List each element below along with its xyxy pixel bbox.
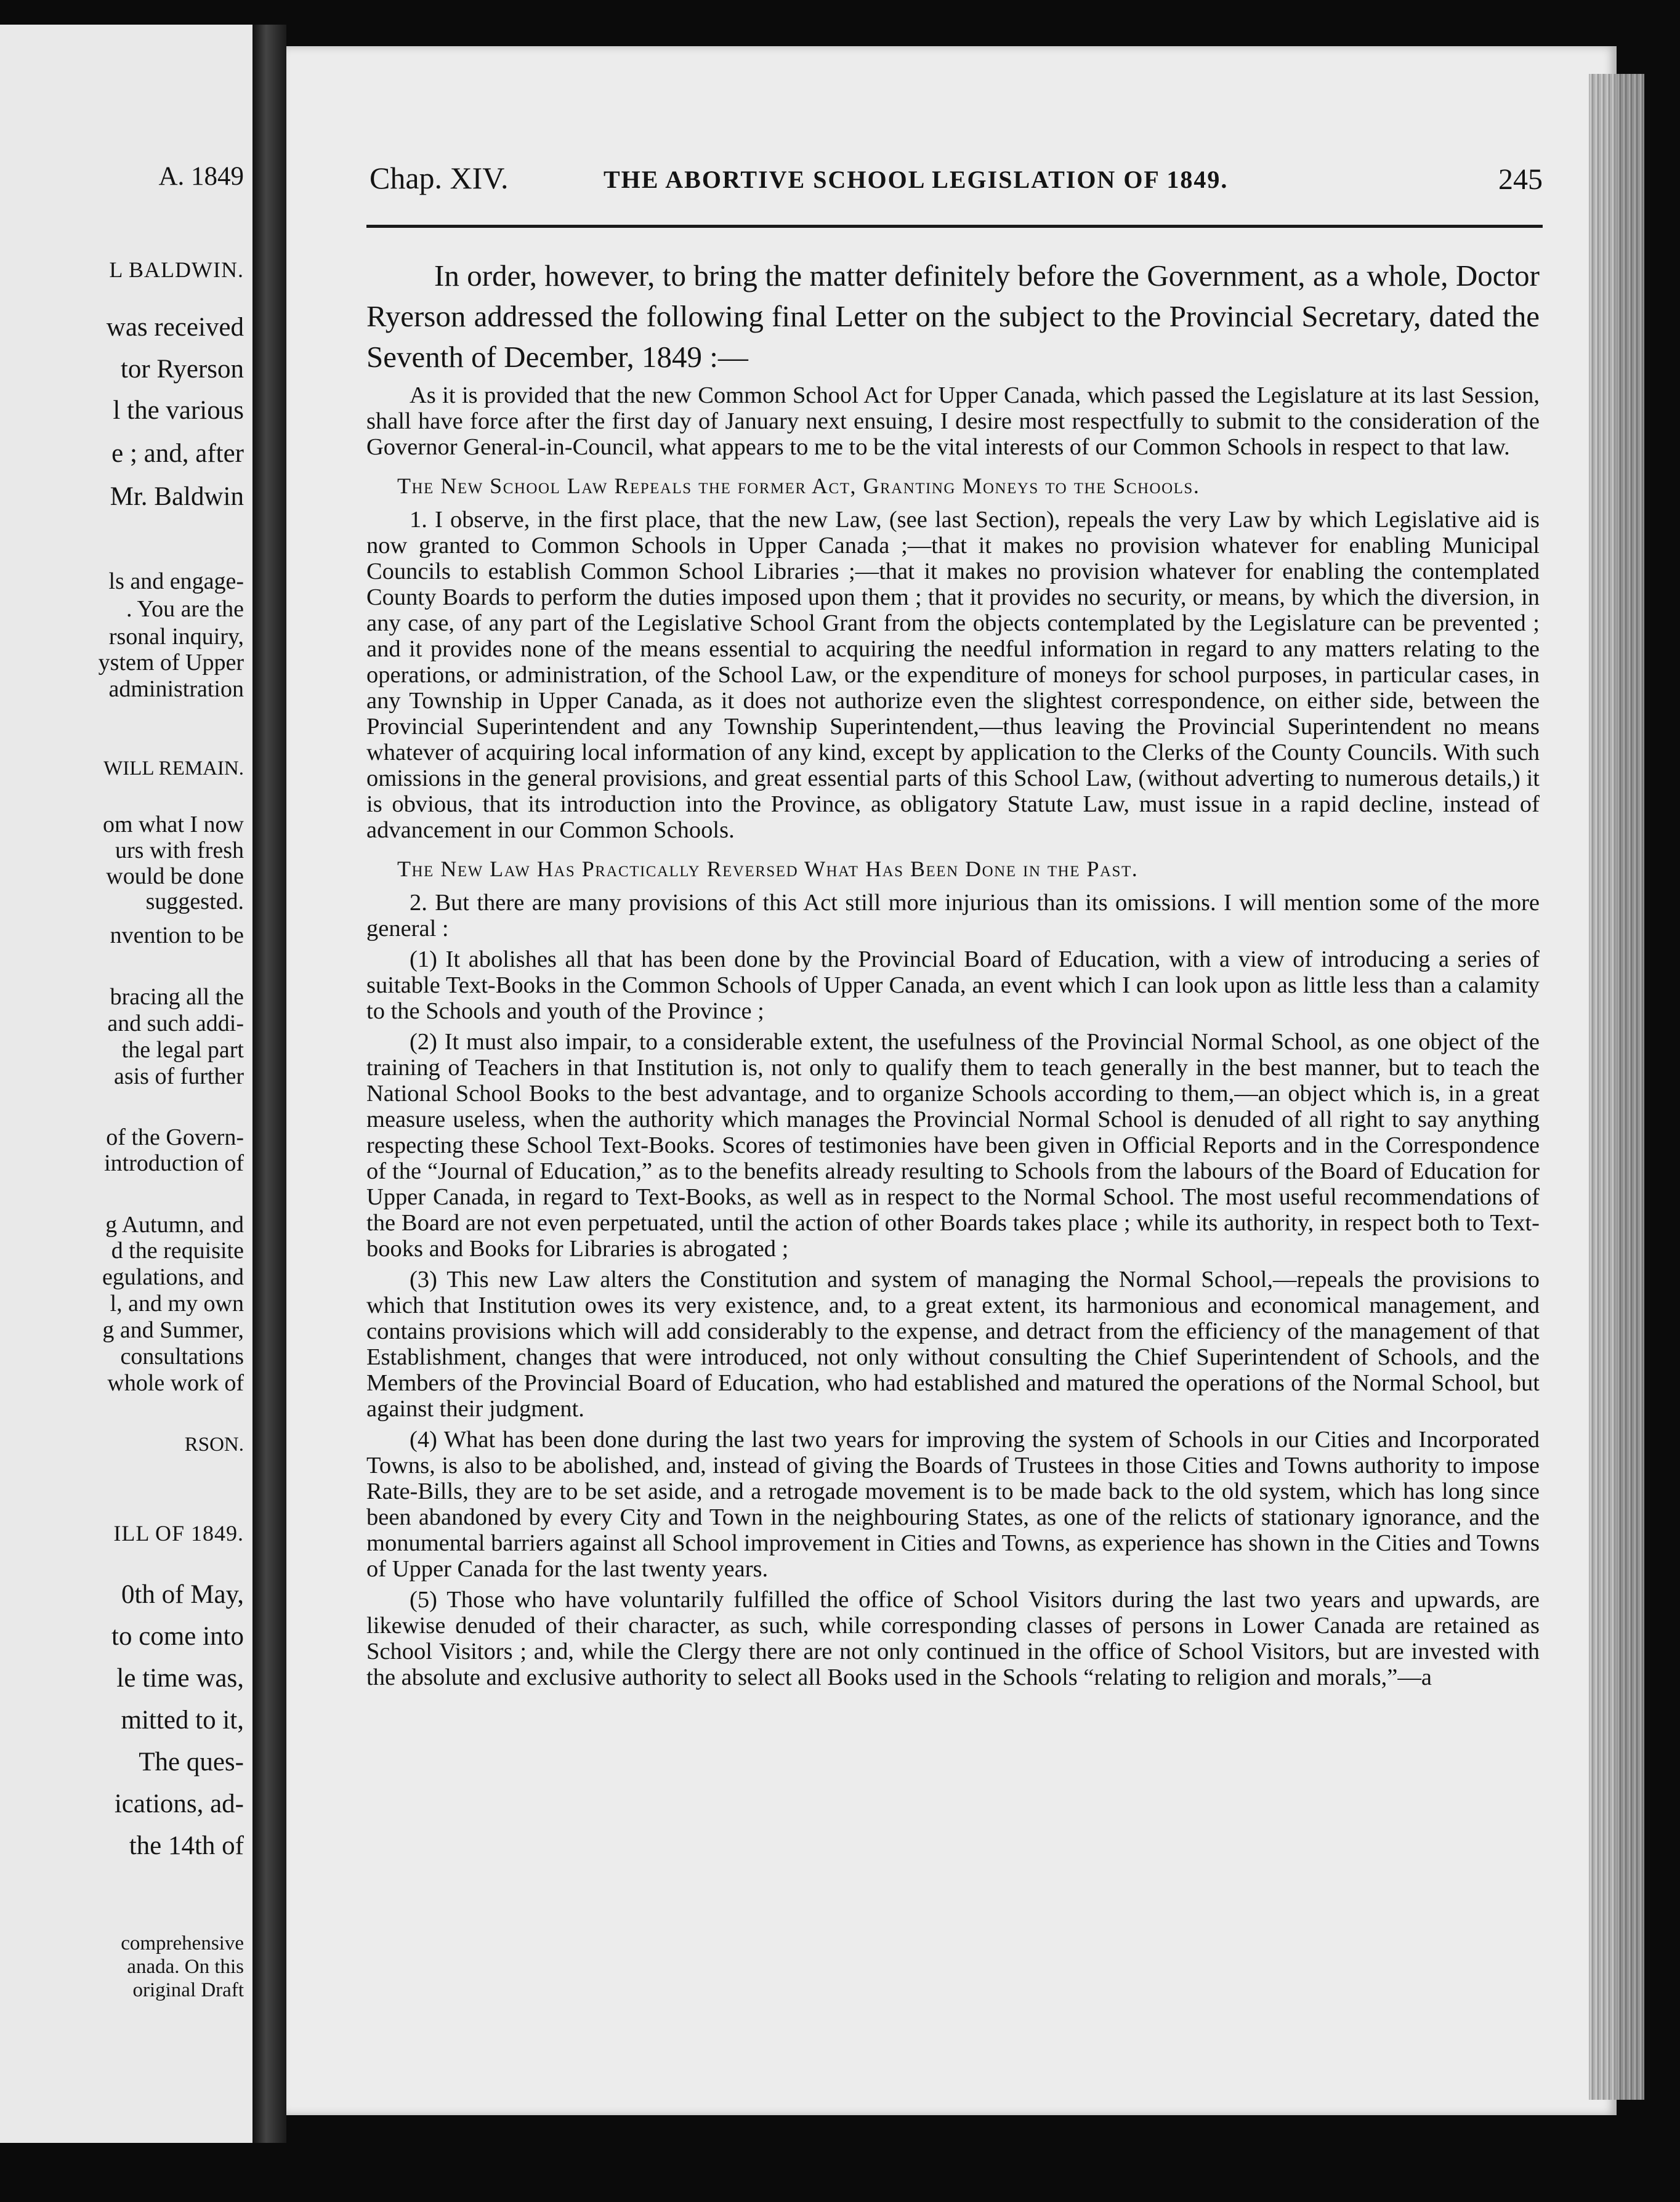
facing-page-line: g and Summer, bbox=[102, 1317, 244, 1343]
facing-page-line: and such addi- bbox=[107, 1010, 244, 1036]
facing-page-line: administration bbox=[108, 676, 244, 702]
facing-page-line: ystem of Upper bbox=[98, 650, 244, 676]
facing-page-line: consultations bbox=[120, 1344, 244, 1369]
facing-page-line: was received bbox=[106, 313, 244, 342]
facing-page-line: asis of further bbox=[113, 1063, 244, 1089]
paragraph-1: 1. I observe, in the first place, that the new Law, (see last Section), repeals the very Law by which Legislative aid is now granted to Common Schools in Upper Canada ;—that it makes no provision whatever for enabling Municipal Councils to establish Common School Libraries ;—that it makes no provision whatever for enabling the contemplated County Boards to perform the duties imposed upon them ; that it provides no security, or means, by which the diversion, in any case, of any part of the Legislative School Grant from the objects contemplated by the Legislature can be prevented ; and it provides none of the means essential to acquiring the needful information in regard to any matters relating to the operations, or administration, of the School Law, or the expenditure of moneys for school purposes, in particular cases, in any Township in Upper Canada, as it does not authorize even the slightest correspondence, on either side, between the Provincial Superintendent and any Township Superintendent,—thus leaving the Provincial Superintendent no means whatever of acquiring local information of any kind, except by application to the Clerks of the County Councils. With such omissions in the general provisions, and great essential parts of this School Law, (without adverting to numerous details,) it is obvious, that its introduction into the Province, as obligatory Statute Law, must issue in a rapid decline, instead of advancement in our Common Schools. bbox=[366, 507, 1540, 843]
facing-page-line: ILL OF 1849. bbox=[113, 1521, 244, 1546]
item-1: (1) It abolishes all that has been done by the Provincial Board of Education, with a view of introducing a series of suitable Text-Books in the Common Schools of Upper Canada, an event which I can look upon as little less than a calamity to the Schools and youth of the Province ; bbox=[366, 946, 1540, 1024]
facing-page-line: suggested. bbox=[145, 889, 244, 914]
facing-page-line: Mr. Baldwin bbox=[110, 482, 244, 511]
facing-page-line: e ; and, after bbox=[111, 439, 244, 468]
running-title: THE ABORTIVE SCHOOL LEGISLATION OF 1849. bbox=[604, 166, 1229, 193]
paragraph-2: 2. But there are many provisions of this Act still more injurious than its omissions. I will mention some of the more general : bbox=[366, 890, 1540, 942]
facing-page-line: . You are the bbox=[126, 596, 244, 622]
facing-page-line: g Autumn, and bbox=[105, 1212, 244, 1238]
letter-opening: As it is provided that the new Common School Act for Upper Canada, which passed the Legislature at its last Session, shall have force after the first day of January next ensuing, I desire most respectfully to submit to the consideration of the Governor General-in-Council, what appears to me to be the vital interests of our Common Schools in respect to that law. bbox=[366, 382, 1540, 460]
facing-page-line: WILL REMAIN. bbox=[103, 757, 244, 780]
facing-page-line: introduction of bbox=[104, 1150, 244, 1176]
book-gutter bbox=[252, 25, 286, 2143]
facing-page-line: le time was, bbox=[116, 1664, 244, 1693]
facing-page-line: comprehensive bbox=[121, 1932, 244, 1954]
intro-paragraph: In order, however, to bring the matter definitely before the Government, as a whole, Doctor Ryerson addressed the following final Letter on the subject to the Provincial Secretary, dated the Seventh of December, 1849 :— bbox=[366, 259, 1540, 374]
facing-page-line: l, and my own bbox=[110, 1291, 244, 1317]
facing-page-line: of the Govern- bbox=[106, 1124, 244, 1150]
facing-page-line: whole work of bbox=[107, 1370, 244, 1396]
item-5: (5) Those who have voluntarily fulfilled the office of School Visitors during the last two years and upwards, are likewise denuded of their character, as such, while corresponding classes of persons in Lower Canada are retained as School Visitors ; and, while the Clergy there are not only continued in the office of School Visitors, but are invested with the absolute and exclusive authority to select all Books used in the Schools “relating to religion and morals,”—a bbox=[366, 1587, 1540, 1690]
facing-page-line: om what I now bbox=[102, 812, 244, 837]
facing-page-line: l the various bbox=[113, 396, 244, 425]
item-2: (2) It must also impair, to a considerable extent, the usefulness of the Provincial Normal School, as one object of the training of Teachers in that Institution is, not only to qualify them to teach generally in the best manner, but to teach the National School Books to the best advantage, and to organize Schools according to them,—an object which is, in a great measure useless, when the authority which manages the Provincial Normal School is denuded of all right to say anything respecting these School Text-Books. Scores of testimonies have been given in Official Reports and in the Correspondence of the “Journal of Education,” as to the benefits already resulting to Schools from the labours of the Board of Education for Upper Canada, in regard to Text-Books, as well as in respect to the Normal School. The most useful recommendations of the Board are not even perpetuated, until the action of other Boards takes place ; while its authority, in respect both to Text-books and Books for Libraries is abrogated ; bbox=[366, 1029, 1540, 1262]
facing-page bbox=[0, 25, 252, 2143]
facing-page-line: mitted to it, bbox=[121, 1706, 244, 1735]
header-rule bbox=[366, 225, 1543, 228]
left-heading: L BALDWIN. bbox=[109, 257, 244, 282]
facing-page-line: The ques- bbox=[139, 1748, 244, 1777]
facing-page-line: rsonal inquiry, bbox=[108, 624, 244, 650]
facing-page-line: RSON. bbox=[184, 1434, 244, 1456]
page-stack-edge bbox=[1589, 74, 1644, 2100]
chapter-label: Chap. XIV. bbox=[370, 161, 509, 195]
left-header: A. 1849 bbox=[158, 162, 244, 191]
book-page bbox=[286, 46, 1617, 2115]
facing-page-line: the legal part bbox=[121, 1037, 244, 1063]
facing-page-line: ls and engage- bbox=[108, 568, 244, 594]
item-3: (3) This new Law alters the Constitution and system of managing the Normal School,—repeals the provisions to which that Institution owes its very existence, and, to a great extent, its harmonious and economical management, and contains provisions which will add considerably to the expense, and detract from the efficiency of the management of that Establishment, changes that were introduced, not only without consulting the Chief Superintendent of Schools, and the Members of the Provincial Board of Education, who had established and matured the operations of the Normal School, but against their judgment. bbox=[366, 1267, 1540, 1422]
facing-page-line: bracing all the bbox=[110, 984, 244, 1010]
facing-page-line: nvention to be bbox=[110, 922, 244, 948]
facing-page-line: egulations, and bbox=[102, 1264, 244, 1290]
page-number: 245 bbox=[1498, 163, 1543, 196]
facing-page-line: ications, ad- bbox=[114, 1789, 244, 1818]
item-4: (4) What has been done during the last two years for improving the system of Schools in our Cities and Incorporated Towns, is also to be abolished, and, instead of giving the Boards of Trustees in those Cities and Towns authority to impose Rate-Bills, they are to be set aside, and a retrogade movement is to be made back to the old system, which has long since been abandoned by every City and Town in the neighbouring States, as one of the relicts of stationary ignorance, and the monumental barriers against all School improvement in Cities and Towns, as experience has shown in the Cities and Towns of Upper Canada for the last twenty years. bbox=[366, 1427, 1540, 1582]
facing-page-line: original Draft bbox=[132, 1979, 244, 2001]
facing-page-line: 0th of May, bbox=[121, 1580, 244, 1609]
running-header bbox=[370, 160, 1543, 203]
facing-page-line: d the requisite bbox=[111, 1238, 244, 1264]
facing-page-line: would be done bbox=[106, 863, 244, 889]
section-heading-1: The New School Law Repeals the former Act, Granting Moneys to the Schools. bbox=[397, 474, 1200, 498]
section-heading-2: The New Law Has Practically Reversed What Has Been Done in the Past. bbox=[397, 857, 1139, 881]
facing-page-line: the 14th of bbox=[129, 1831, 244, 1860]
page-body bbox=[366, 256, 1540, 1690]
facing-page-line: urs with fresh bbox=[115, 837, 244, 863]
facing-page-line: to come into bbox=[111, 1622, 244, 1651]
facing-page-line: anada. On this bbox=[127, 1956, 244, 1978]
facing-page-line: tor Ryerson bbox=[120, 355, 244, 384]
